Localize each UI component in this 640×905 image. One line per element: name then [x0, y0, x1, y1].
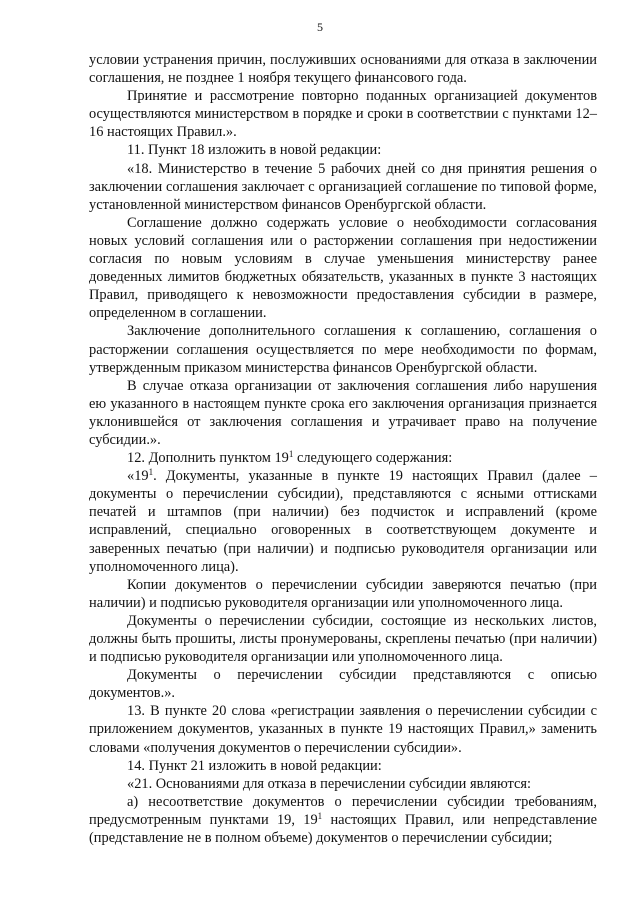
paragraph-text: 12. Дополнить пунктом 19: [127, 450, 289, 467]
paragraph-text: В случае отказа организации от заключения соглашения либо нарушения ею указанного в настоящем пункте срока его заключения организация признается уклонившейся от заключения соглашения и утрачивает право на получение субсидии.».: [89, 377, 597, 448]
paragraph: [89, 214, 597, 323]
paragraph-text: Принятие и рассмотрение повторно поданных организацией документов осуществляются министерством в порядке и сроки в соответствии с пунктами 12–16 настоящих Правил.».: [89, 88, 597, 141]
paragraph: [89, 377, 597, 449]
paragraph-text: Соглашение должно содержать условие о необходимости согласования новых условий соглашения или о расторжении соглашения при недостижении согласия по новым условиям в случае уменьшения министерству ранее доведенных лимитов бюджетных обязательств, указанных в пункте 3 настоящих Правил, приводящего к невозможности предоставления субсидии в размере, определенном в соглашении.: [89, 214, 597, 322]
paragraph-text: «21. Основаниями для отказа в перечислении субсидии являются:: [127, 775, 532, 792]
paragraph-text: Копии документов о перечислении субсидии заверяются печатью (при наличии) и подписью руководителя организации или уполномоченного лица.: [89, 576, 597, 611]
paragraph-text: следующего содержания:: [293, 450, 453, 467]
paragraph-text: настоящих Правил, или непредставление (представление не в полном объеме) документов о перечислении субсидии;: [89, 811, 597, 847]
paragraph: [89, 612, 597, 666]
paragraph: [89, 757, 597, 775]
paragraph: [89, 702, 597, 756]
paragraph: [89, 467, 597, 576]
paragraph-text: «18. Министерство в течение 5 рабочих дней со дня принятия решения о заключении соглашения заключает с организацией соглашение по типовой форме, установленной министерством финансов Оренбургской области.: [89, 160, 597, 213]
superscript: 1: [288, 449, 294, 460]
paragraph-text: «19: [127, 468, 149, 485]
superscript: 1: [148, 467, 154, 478]
paragraph-text: 14. Пункт 21 изложить в новой редакции:: [127, 757, 382, 774]
document-body: [89, 51, 597, 847]
superscript: 1: [317, 810, 323, 821]
paragraph: [89, 322, 597, 376]
page-number: 5: [317, 20, 323, 34]
paragraph: [89, 141, 597, 159]
paragraph-text: а) несоответствие документов о перечислении субсидии требованиям, предусмотренным пунктами 19, 19: [89, 793, 597, 828]
paragraph-text: условии устранения причин, послуживших основаниями для отказа в заключении соглашения, не позднее 1 ноября текущего финансового года.: [89, 52, 597, 87]
paragraph: [89, 87, 597, 141]
paragraph: [89, 576, 597, 612]
paragraph: [89, 793, 597, 847]
paragraph-text: 11. Пункт 18 изложить в новой редакции:: [127, 142, 382, 159]
paragraph-text: 13. В пункте 20 слова «регистрации заявления о перечислении субсидии с приложением документов, указанных в пункте 19 настоящих Правил,» заменить словами «получения документов о перечислении субсидии».: [89, 703, 597, 756]
paragraph-text: Документы о перечислении субсидии, состоящие из нескольких листов, должны быть прошиты, листы пронумерованы, скреплены печатью (при наличии) и подписью руководителя организации или уполномоченного лица.: [89, 612, 597, 666]
paragraph-text: Документы о перечислении субсидии представляются с описью документов.».: [89, 667, 597, 702]
paragraph: [89, 775, 597, 793]
paragraph: [89, 666, 597, 702]
paragraph: [89, 160, 597, 214]
paragraph: [89, 449, 597, 467]
paragraph-text: Заключение дополнительного соглашения к соглашению, соглашения о расторжении соглашения осуществляется по мере необходимости по формам, утвержденным приказом министерства финансов Оренбургской области.: [89, 323, 597, 376]
paragraph-text: . Документы, указанные в пункте 19 настоящих Правил (далее – документы о перечислении субсидии), представляются с ясными оттисками печатей и штампов (при наличии) без подчисток и исправлений (кроме исправлений, специально оговоренных в соответствующем документе и заверенных печатью (при наличии) и подписью руководителя организации или уполномоченного лица).: [89, 468, 597, 575]
paragraph: [89, 51, 597, 87]
